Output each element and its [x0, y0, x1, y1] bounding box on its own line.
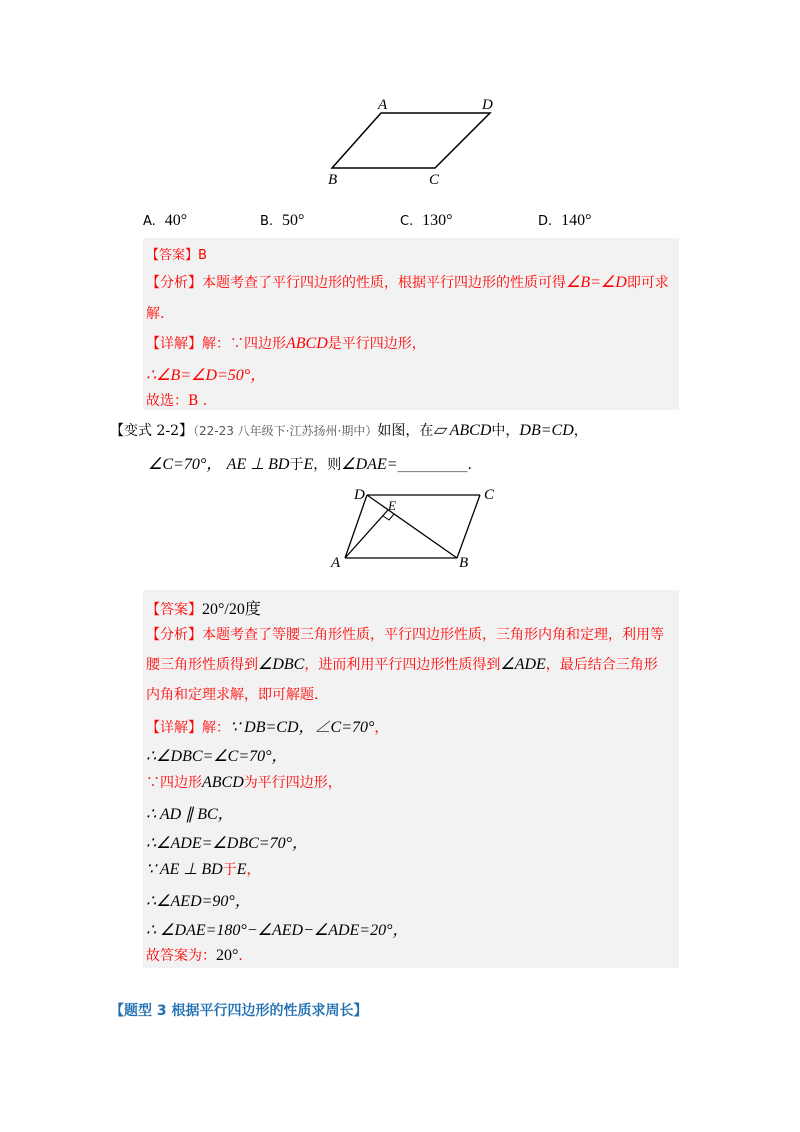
- detail-step-7: ∴∠AED=90°，: [146, 893, 251, 910]
- analysis-line-1: 【分析】本题考查了等腰三角形性质，平行四边形性质，三角形内角和定理，利用等: [146, 627, 664, 643]
- answer-box-2: [143, 590, 679, 968]
- detail-step-8: ∴ ∠DAE=180°−∠AED−∠ADE=20°，: [146, 922, 409, 939]
- analysis-line-3: 内角和定理求解，即可解题.: [146, 687, 319, 703]
- detail-line: 【详解】解：∵四边形ABCD是平行四边形，: [146, 335, 426, 352]
- analysis-line: 【分析】本题考查了平行四边形的性质，根据平行四边形的性质可得∠B=∠D即可求: [146, 274, 669, 291]
- detail-step-3: ∵四边形ABCD为平行四边形，: [146, 774, 342, 791]
- answer-box-1: [143, 238, 679, 410]
- detail-line-1: 【详解】解：∵ DB=CD，∠C=70°，: [146, 719, 389, 736]
- detail-line-3: 故选：B ．: [146, 393, 217, 409]
- answer-blank: __________: [397, 457, 468, 473]
- vertex-label-C: C: [484, 487, 495, 503]
- choice-c: C. 130°: [400, 212, 453, 229]
- vertex-label-A: A: [378, 97, 388, 113]
- analysis-line-2: 腰三角形性质得到∠DBC，进而利用平行四边形性质得到∠ADE，最后结合三角形: [146, 656, 658, 673]
- vertex-label-D: D: [482, 97, 493, 113]
- detail-step-9: 故答案为：20°.: [146, 947, 243, 964]
- vertex-label-B: B: [328, 172, 338, 188]
- detail-step-2: ∴∠DBC=∠C=70°，: [146, 748, 288, 765]
- parallelogram-figure-2: [325, 482, 505, 572]
- choice-a: A. 40°: [143, 212, 188, 229]
- section-heading: 【题型 3 根据平行四边形的性质求周长】: [110, 1003, 368, 1019]
- vertex-label-D: D: [354, 487, 365, 503]
- analysis-line-2: 解.: [146, 306, 165, 322]
- choice-d: D. 140°: [538, 212, 592, 229]
- question-2-line-1: 【变式 2-2】（22-23 八年级下·江苏扬州·期中）如图，在▱ ABCD中，DB=CD，: [110, 422, 588, 439]
- detail-step-5: ∴∠ADE=∠DBC=70°，: [146, 835, 308, 852]
- question-2-line-2: ∠C=70°， AE ⊥ BD于E，则∠DAE=__________.: [148, 456, 472, 473]
- detail-step-6: ∵ AE ⊥ BD于E，: [146, 861, 261, 878]
- answer-line: 【答案】B: [146, 248, 207, 263]
- vertex-label-A: A: [331, 555, 341, 571]
- vertex-label-B: B: [459, 555, 469, 571]
- detail-line-2: ∴∠B=∠D=50°，: [146, 367, 267, 384]
- vertex-label-E: E: [388, 498, 396, 513]
- detail-step-4: ∴ AD ∥ BC，: [146, 806, 234, 823]
- choice-b: B. 50°: [260, 212, 305, 229]
- vertex-label-C: C: [429, 172, 440, 188]
- answer-line: 【答案】20°/20度: [146, 601, 261, 618]
- parallelogram-figure-1: [320, 95, 510, 190]
